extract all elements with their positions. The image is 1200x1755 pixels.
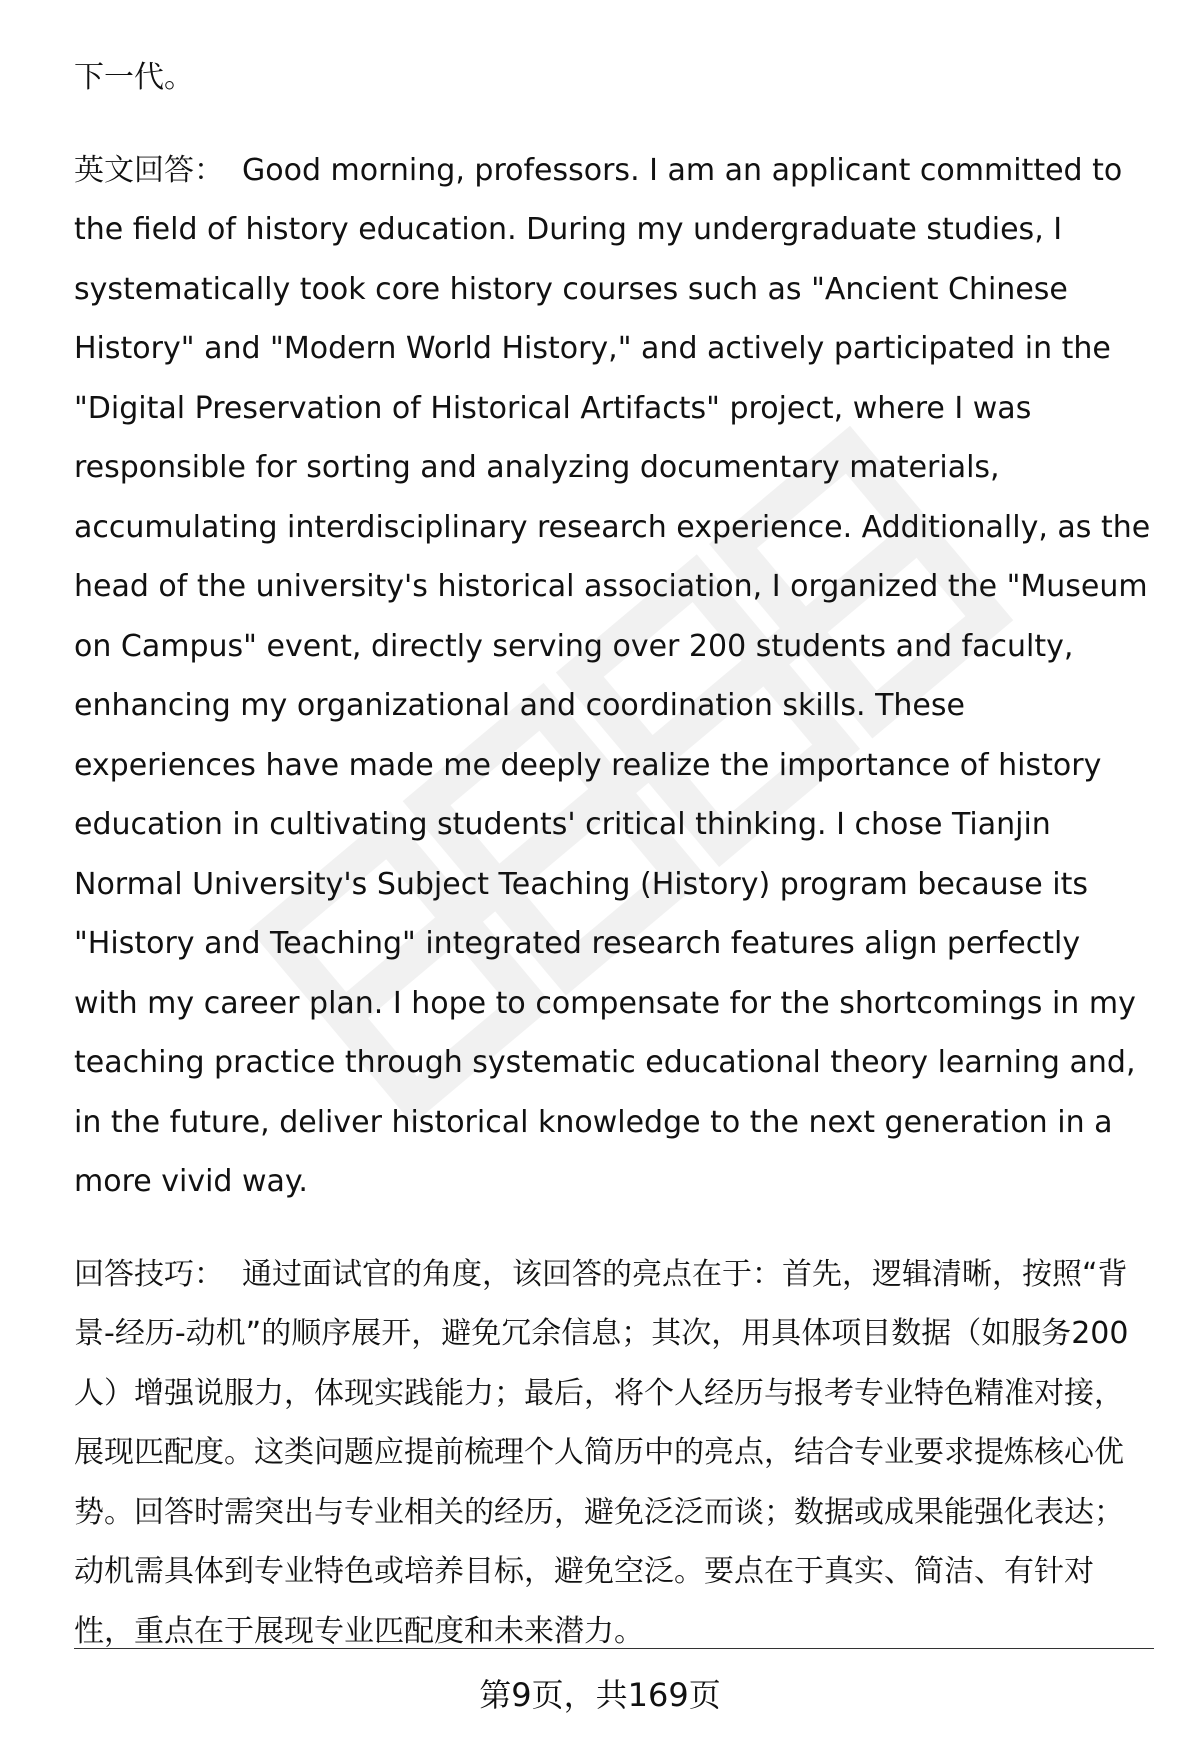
english-answer-paragraph: [74, 141, 1152, 1212]
tips-text: 通过面试官的角度，该回答的亮点在于：首先，逻辑清晰，按照“背景-经历-动机”的顺序展开，避免冗余信息；其次，用具体项目数据（如服务200人）增强说服力，体现实践能力；最后，将个人经历与报考专业特色精准对接，展现匹配度。这类问题应提前梳理个人简历中的亮点，结合专业要求提炼核心优势。回答时需突出与专业相关的经历，避免泛泛而谈；数据或成果能强化表达；动机需具体到专业特色或培养目标，避免空泛。要点在于真实、简洁、有针对性，重点在于展现专业匹配度和未来潜力。: [74, 1256, 1129, 1649]
english-answer-text: Good morning, professors. I am an applicant committed to the field of history education. During my undergraduate studies, I systematically took core history courses such as "Ancient Chinese History" and "Modern World History," and actively participated in the "Digital Preservation of Historical Artifacts" project, where I was responsible for sorting and analyzing documentary materials, accumulating interdisciplinary research experience. Additionally, as the head of the university's historical association, I organized the "Museum on Campus" event, directly serving over 200 students and faculty, enhancing my organizational and coordination skills. These experiences have made me deeply realize the importance of history education in cultivating students' critical thinking. I chose Tianjin Normal University's Subject Teaching (History) program because its "History and Teaching" integrated research features align perfectly with my career plan. I hope to compensate for the shortcomings in my teaching practice through systematic educational theory learning and, in the future, deliver historical knowledge to the next generation in a more vivid way.: [74, 152, 1151, 1199]
document-page: [74, 48, 1152, 1661]
footer-divider: [74, 1648, 1154, 1649]
page-indicator: 第9页，共169页: [479, 1676, 721, 1714]
tips-label: 回答技巧：: [74, 1256, 224, 1292]
tips-paragraph: [74, 1245, 1152, 1662]
continuation-text: 下一代。: [74, 60, 194, 95]
english-answer-label: 英文回答：: [74, 152, 224, 188]
